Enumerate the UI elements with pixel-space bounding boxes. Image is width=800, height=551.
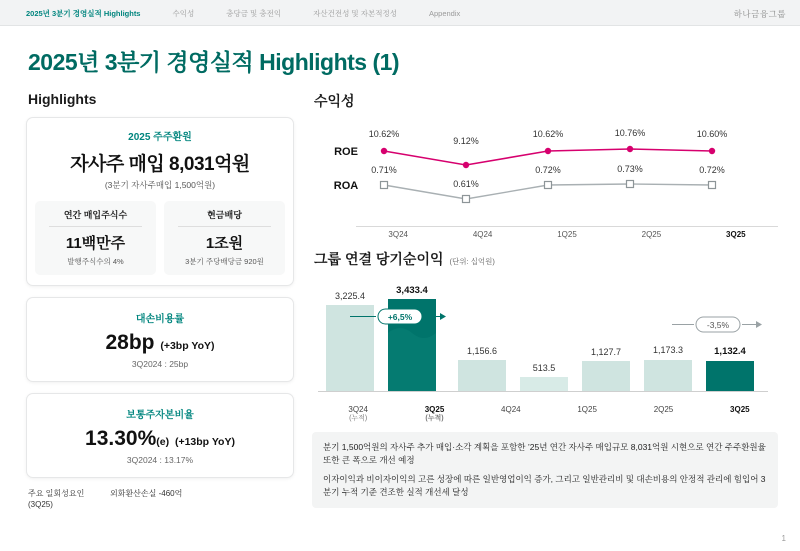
divider	[178, 226, 271, 227]
nav-divider	[0, 25, 800, 26]
credit-cost-value	[35, 331, 285, 355]
cet1-foot: 3Q2024 : 13.17%	[126, 455, 194, 465]
shareholder-card-main: 자사주 매입 8,031억원	[70, 154, 250, 175]
svg-text:1,173.3: 1,173.3	[652, 345, 684, 355]
axis-label-4q24: 4Q24	[472, 230, 493, 239]
profitability-chart-block	[312, 91, 778, 239]
svg-text:10.62%: 10.62%	[368, 129, 400, 139]
axis-label-3q25: 3Q25	[726, 230, 746, 239]
svg-text:ROA: ROA	[333, 180, 359, 192]
bar-label-3q25-cum-sub: (누적)	[425, 415, 444, 422]
shareholder-return-card	[26, 117, 294, 286]
svg-text:0.72%: 0.72%	[699, 165, 725, 175]
svg-text:1,132.4: 1,132.4	[714, 346, 746, 357]
svg-text:+6,5%: +6,5%	[387, 312, 413, 322]
svg-text:0.72%: 0.72%	[535, 165, 561, 175]
axis-label-3q24: 3Q24	[388, 230, 408, 239]
profitability-line-chart	[314, 121, 778, 225]
shareholder-card-title: 2025 주주환원	[128, 132, 192, 143]
axis-label-1q25: 1Q25	[557, 230, 577, 239]
svg-text:-3,5%: -3,5%	[706, 320, 730, 330]
svg-text:3,433.4: 3,433.4	[396, 285, 428, 296]
cet1-estimate-mark: (e)	[156, 436, 170, 448]
svg-text:3,225.4: 3,225.4	[334, 291, 366, 301]
bar-label-3q24-cum-text: 3Q24	[348, 405, 368, 414]
credit-cost-card	[26, 297, 294, 382]
cet1-number: 13.30%	[85, 427, 157, 450]
divider	[49, 226, 142, 227]
cash-dividend-title: 현금배당	[207, 210, 242, 220]
svg-text:1,127.7: 1,127.7	[590, 347, 622, 357]
one-off-label-line2: (3Q25)	[28, 499, 53, 509]
one-off-label-line1: 주요 일회성요인	[28, 489, 85, 498]
cet1-card	[26, 393, 294, 478]
tab-provision[interactable]: 충당금 및 충전익	[226, 8, 282, 18]
annual-shares-title: 연간 매입주식수	[63, 210, 128, 220]
credit-cost-number: 28bp	[105, 331, 155, 354]
bar-label-2q25: 2Q25	[653, 405, 674, 414]
bar-label-3q24-cum	[320, 405, 396, 424]
annual-shares-subcard	[35, 201, 156, 275]
net-income-heading	[314, 249, 778, 269]
svg-text:10.62%: 10.62%	[532, 129, 564, 139]
svg-text:0.71%: 0.71%	[371, 165, 397, 175]
bar-label-3q25: 3Q25	[730, 405, 750, 414]
summary-paragraph-1: 분기 1,500억원의 자사주 추가 매입·소각 계획을 포함한 ’25년 연간 자사주 매입규모 8,031억원 시현으로 연간 주주환원율 또한 큰 폭으로 개선 예정	[323, 441, 766, 465]
one-off-value: 외화환산손실 -460억	[110, 489, 183, 498]
axis-label-2q25: 2Q25	[641, 230, 662, 239]
svg-text:9.12%: 9.12%	[453, 136, 479, 146]
annual-shares-value: 11백만주	[65, 235, 126, 252]
bar-label-3q25-cum	[396, 405, 472, 424]
bar-label-4q24: 4Q24	[501, 405, 521, 414]
top-navigation	[0, 0, 800, 26]
net-income-chart-block	[312, 249, 778, 424]
cet1-title: 보통주자본비율	[126, 410, 194, 421]
page-title: 2025년 3분기 경영실적 Highlights (1)	[28, 49, 400, 75]
cash-dividend-value: 1조원	[205, 235, 244, 252]
bar-label-1q25: 1Q25	[577, 405, 597, 414]
tab-highlights[interactable]: 2025년 3분기 경영실적 Highlights	[26, 8, 141, 18]
net-income-unit: (단위: 십억원)	[449, 257, 495, 266]
svg-text:0.73%: 0.73%	[617, 164, 643, 174]
net-income-bar-chart	[312, 273, 778, 403]
page-content	[0, 77, 800, 511]
cet1-value	[35, 427, 285, 451]
highlights-column	[26, 91, 294, 511]
page-number: 1	[781, 534, 786, 543]
shareholder-subcards	[35, 201, 285, 275]
shareholder-card-note: (3분기 자사주매입 1,500억원)	[104, 180, 216, 190]
bar-label-3q25-cum-text: 3Q25	[424, 405, 445, 414]
cash-dividend-subcard	[164, 201, 285, 275]
credit-cost-delta: (+3bp YoY)	[160, 340, 215, 352]
charts-column	[294, 91, 778, 511]
summary-paragraph-2: 이자이익과 비이자이익의 고른 성장에 따른 일반영업이익 증가, 그리고 일반관리비 및 대손비용의 안정적 관리에 힘입어 3분기 누적 기준 견조한 실적 개선세 달성	[323, 474, 766, 497]
net-income-x-axis	[320, 405, 778, 424]
one-off-label	[28, 489, 100, 511]
net-income-heading-text: 그룹 연결 당기순이익	[314, 251, 444, 267]
svg-text:1,156.6: 1,156.6	[466, 346, 498, 356]
summary-box	[312, 432, 778, 508]
svg-text:10.76%: 10.76%	[614, 128, 646, 138]
cet1-delta: (+13bp YoY)	[174, 436, 235, 448]
tab-profitability[interactable]: 수익성	[172, 8, 195, 18]
annual-shares-note: 발행주식수의 4%	[67, 257, 124, 266]
credit-cost-title: 대손비용률	[135, 314, 185, 325]
svg-text:0.61%: 0.61%	[453, 179, 479, 189]
svg-text:513.5: 513.5	[532, 363, 556, 373]
cash-dividend-note: 3분기 주당배당금 920원	[185, 257, 264, 266]
tab-asset-quality[interactable]: 자산건전성 및 자본적정성	[313, 8, 397, 18]
credit-cost-foot: 3Q2024 : 25bp	[131, 359, 189, 369]
line-chart-svg	[314, 121, 776, 225]
bar-chart-svg	[312, 273, 774, 398]
svg-text:ROE: ROE	[334, 146, 358, 158]
bar-label-3q24-cum-sub: (누적)	[349, 415, 368, 422]
highlights-heading: Highlights	[28, 91, 97, 107]
brand-logo: 하나금융그룹	[733, 9, 786, 19]
one-off-footnote	[26, 489, 294, 511]
profitability-x-axis	[356, 226, 778, 239]
tab-appendix[interactable]: Appendix	[429, 8, 461, 18]
profitability-heading: 수익성	[314, 93, 355, 109]
svg-text:10.60%: 10.60%	[696, 129, 728, 139]
